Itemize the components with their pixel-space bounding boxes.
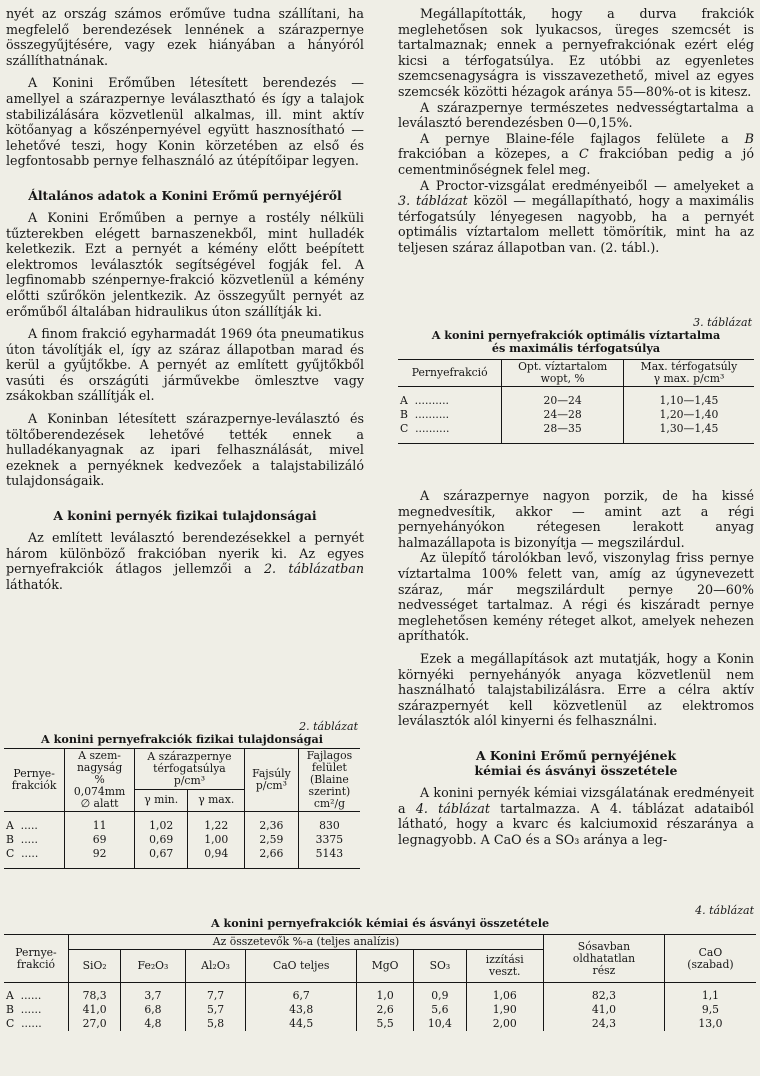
table-reference: 4. táblázat <box>415 800 490 816</box>
right-paragraph-4: A Proctor-vizsgálat eredményeiből — amelyeket a 3. táblázat közöl — megállapítható, hogy a maximális térfogatsúly lényegesen nagyobb, ha a pernyét optimális víztartalom mellett tömörítik, mint ha az teljesen száraz állapotban van. (2. tábl.). <box>398 177 754 255</box>
intro-paragraph-1: nyét az ország számos erőműve tudna szállítani, ha megfelelő berendezések lennének a szárazpernye összegyűjtésére, vagy ezek hiányában a hányóról szállíthatnának. <box>6 6 364 68</box>
table-3-block <box>398 316 754 444</box>
table-2-head-grain: A szem- nagyság % 0,074mm ∅ alatt <box>65 749 135 812</box>
table-4-head-group: Az összetevők %-a (teljes analízis) <box>69 935 544 950</box>
right-column-lower <box>398 488 754 847</box>
table-row: C .......... 28—35 1,30—1,45 <box>398 422 754 444</box>
table-4-head-ignition: izzítási veszt. <box>466 950 543 983</box>
table-2-head-surface: Fajlagos felület (Blaine szerint) cm²/g <box>298 749 360 812</box>
table-4-head-col: Al₂O₃ <box>185 950 246 983</box>
table-4 <box>4 934 756 1031</box>
right-paragraph-2: A szárazpernye természetes nedvességtartalma a leválasztó berendezésben 0—0,15%. <box>398 99 754 131</box>
right-paragraph-8: A konini pernyék kémiai vizsgálatának eredményeit a 4. táblázat tartalmazza. A 4. táblázat adataiból látható, hogy a kvarc és kalciumoxid részaránya a legnagyobb. A CaO és a SO₃ aránya a leg- <box>398 784 754 847</box>
physical-paragraph: Az említett leválasztó berendezésekkel a pernyét három különböző frakcióban nyerik ki. Az egyes pernyefrakciók átlagos jellemzői a 2. táblázatban láthatók. <box>6 530 364 592</box>
right-paragraph-1: Megállapították, hogy a durva frakciók meglehetősen sok lyukacsos, üreges szemcsét is tartalmaznak; ennek a pernyefrakciónak ezért elég kicsi a térfogatsúlya. Ez utóbbi az egyenletes szemcsenagyságra is visszavezethető, mivel az egyes szemcsék közötti hézagok aránya 55—80%-ot is kitesz. <box>398 6 754 99</box>
table-4-title: A konini pernyefrakciók kémiai és ásványi összetétele <box>210 916 550 930</box>
right-paragraph-5: A szárazpernye nagyon porzik, de ha kissé megnedvesítik, akkor — amint azt a régi pernyehányókon rétegesen lerakott anyag halmazállapota is bizonyítja — megszilárdul. <box>398 488 754 550</box>
table-2-head-gmin: γ min. <box>134 789 188 811</box>
section-heading-physical: A konini pernyék fizikai tulajdonságai <box>53 508 317 524</box>
general-paragraph-1: A Konini Erőműben a pernye a rostély nélküli tűzterekben elégett barnaszenekből, mint hulladék keletkezik. Ezt a pernyét a kémény előtt beépített elektromos leválasztók segítségével fogják fel. A legfinomabb szénpernye-frakció közvetlenül a kémény előtti szűrőkön jelentkezik. Az összegyűlt pernyét az erőműből általában hidraulikus úton szállítják ki. <box>6 209 364 319</box>
table-row: A ...... 78,3 3,7 7,7 6,7 1,0 0,9 1,06 82,3 1,1 <box>4 983 756 1004</box>
table-4-head-soluble: Sósavban oldhatatlan rész <box>543 935 664 983</box>
section-heading-chemical-2: kémiai és ásványi összetétele <box>474 762 678 778</box>
right-paragraph-7: Ezek a megállapítások azt mutatják, hogy a Konin környéki pernyehányók anyaga közvetlenül nem használható talajstabilizálásra. Erre a célra aktív szárazpernyét kell közvetlenül az elektromos leválasztók alól kinyerni és felhasználni. <box>398 650 754 729</box>
table-row: B ...... 41,0 6,8 5,7 43,8 2,6 5,6 1,90 41,0 9,5 <box>6 1003 720 1016</box>
table-reference: 3. táblázat <box>398 193 468 209</box>
table-2-block <box>4 720 360 869</box>
table-row: C ...... 27,0 4,8 5,8 44,5 5,5 10,4 2,00 24,3 13,0 <box>6 1017 723 1030</box>
table-4-head-col: SO₃ <box>414 950 466 983</box>
table-2-head-gmax: γ max. <box>188 789 245 811</box>
table-4-head-free-cao: CaO (szabad) <box>664 935 756 983</box>
table-3-head-fraction: Pernyefrakció <box>398 360 502 387</box>
right-paragraph-6: Az ülepítő tárolókban levő, viszonylag friss pernye víztartalma 100% felett van, amíg az úgynevezett száraz, már megszilárdult pernye 20—60% nedvességet tartalmaz. A régi és kiszáradt pernye meglehetősen kemény réteget alkot, amelyek nehezen apríthatók. <box>398 550 754 644</box>
table-row: B ..... 69 0,69 1,00 2,59 3375 <box>6 833 344 846</box>
table-3-head-water: Opt. víztartalom wopt, % <box>502 360 624 387</box>
table-3-title-line-1: A konini pernyefrakciók optimális víztartalma <box>431 328 721 342</box>
right-column-upper <box>398 6 754 256</box>
table-3 <box>398 359 754 444</box>
section-heading-chemical-1: A Konini Erőmű pernyéjének <box>475 747 677 763</box>
table-2-title: A konini pernyefrakciók fizikai tulajdonságai <box>41 732 323 746</box>
general-paragraph-3: A Koninban létesített szárazpernye-leválasztó és töltőberendezések lehetővé tették ennek a hulladékanyagnak az ipari felhasználását, mivel ezeknek a pernyéknek kedvezőek a talajstabilizáló tulajdonságaik. <box>6 411 364 489</box>
table-reference: 2. táblázatban <box>263 561 364 577</box>
table-2-head-fraction: Pernye- frakciók <box>4 749 65 812</box>
table-row: C ..... 92 0,67 0,94 2,66 5143 <box>4 847 360 869</box>
table-3-head-density: Max. térfogatsúly γ max. p/cm³ <box>623 360 754 387</box>
table-4-head-col: MgO <box>356 950 413 983</box>
left-column <box>6 6 364 592</box>
section-heading-general: Általános adatok a Konini Erőmű pernyéjéről <box>28 187 342 203</box>
table-4-head-col: SiO₂ <box>69 950 121 983</box>
table-2 <box>4 748 360 869</box>
table-3-number: 3. táblázat <box>693 316 752 329</box>
table-row: B .......... 24—28 1,20—1,40 <box>400 408 719 421</box>
table-4-head-col: CaO teljes <box>246 950 357 983</box>
table-2-head-density: A szárazpernye térfogatsúlya p/cm³ <box>134 749 244 790</box>
table-2-number: 2. táblázat <box>299 720 358 733</box>
table-row: A .......... 20—24 1,10—1,45 <box>398 387 754 409</box>
general-paragraph-2: A finom frakció egyharmadát 1969 óta pneumatikus úton távolítják el, így az száraz állapotban marad és kerül a gyűjtőkbe. A pernyét az említett gyűjtőkből vasúti és országúti járművekbe ömlesztve vagy zsákokban szállítják el. <box>6 326 364 404</box>
table-3-title-line-2: és maximális térfogatsúlya <box>491 341 661 355</box>
right-paragraph-3: A pernye Blaine-féle fajlagos felülete a B frakcióban a közepes, a C frakcióban pedig a jó cementminőségnek felel meg. <box>398 130 754 177</box>
table-4-head-col: Fe₂O₃ <box>121 950 185 983</box>
intro-paragraph-2: A Konini Erőműben létesített berendezés — amellyel a szárazpernye leválasztható és így a talajok stabilizálására közvetlenül alkalmas, ill. mint aktív kötőanyag a kőszénpernyével együtt hasznosítható — lehetővé teszi, hogy Konin körzetében az első és legfontosabb pernye felhasználó az útépítőipar legyen. <box>6 75 364 169</box>
table-row: A ..... 11 1,02 1,22 2,36 830 <box>4 812 360 834</box>
table-4-number: 4. táblázat <box>695 904 754 917</box>
table-4-head-fraction: Pernye- frakció <box>4 935 69 983</box>
table-2-head-specific: Fajsúly p/cm³ <box>244 749 298 812</box>
table-4-block <box>4 904 756 1031</box>
